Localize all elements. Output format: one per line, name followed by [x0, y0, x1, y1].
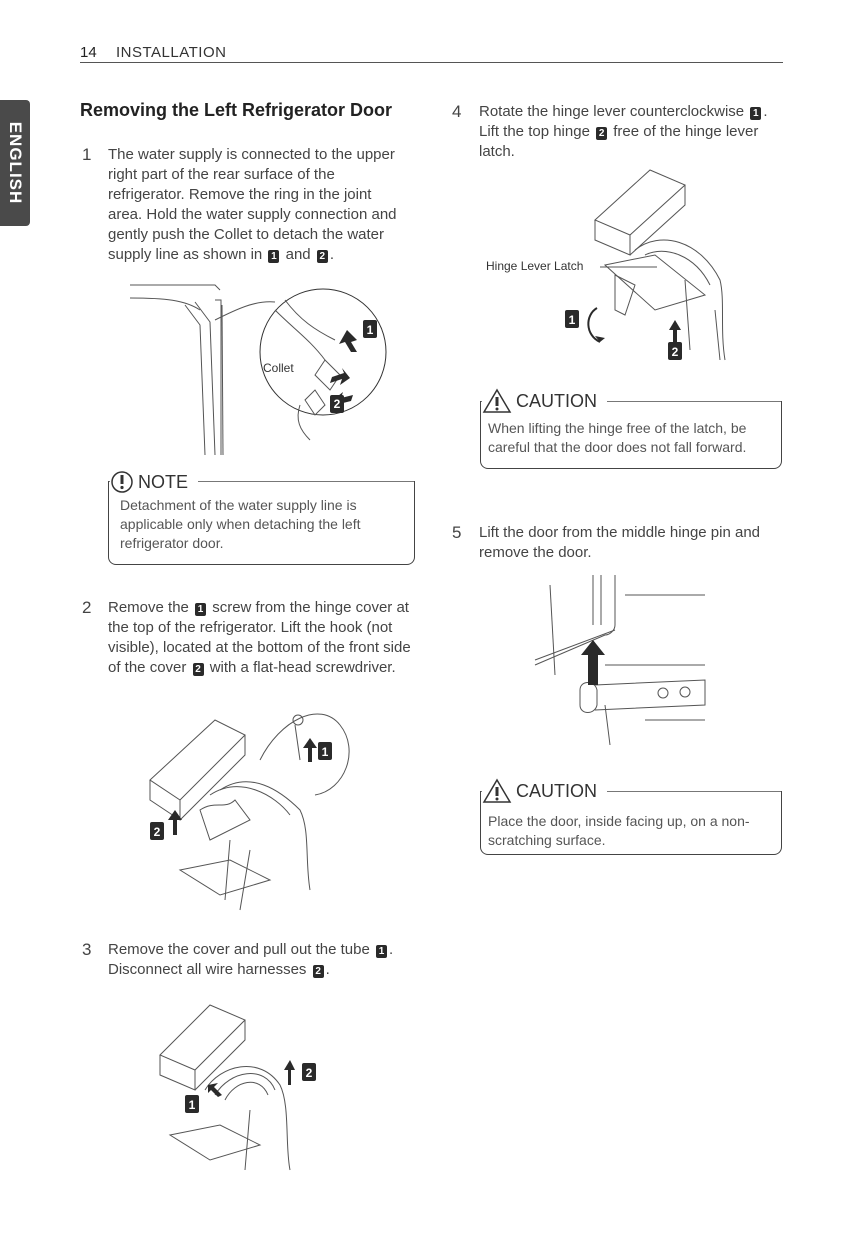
section-header: INSTALLATION	[116, 44, 227, 61]
note-header	[110, 470, 198, 494]
figure3-callout-2: 2	[305, 1066, 313, 1080]
callout-1-badge: 1	[195, 603, 206, 616]
callout-1-badge: 1	[376, 945, 387, 958]
figure-door-lift	[535, 575, 715, 745]
step-4-number: 4	[452, 102, 462, 121]
figure3-callout-1: 1	[188, 1098, 196, 1112]
caution-1-header	[482, 388, 607, 414]
collet-label: Collet	[263, 361, 294, 375]
step-2-number: 2	[82, 598, 92, 617]
step-3-number: 3	[82, 940, 92, 959]
figure-water-supply	[125, 280, 395, 455]
caution-2-text: Place the door, inside facing up, on a non-scratching surface.	[488, 813, 750, 848]
callout-2-badge: 2	[193, 663, 204, 676]
callout-1-badge: 1	[750, 107, 761, 120]
caution-1-text: When lifting the hinge free of the latch, be careful that the door does not fall forward.	[488, 420, 747, 455]
language-tab-label: ENGLISH	[6, 121, 25, 205]
page-title: Removing the Left Refrigerator Door	[80, 100, 393, 120]
step-5-number: 5	[452, 523, 462, 542]
caution-box-2	[480, 778, 782, 856]
note-box	[108, 470, 415, 566]
figure1-callout-2: 2	[333, 397, 341, 411]
callout-1-badge: 1	[268, 250, 279, 263]
figure-hinge-cover	[140, 700, 360, 920]
figure4-callout-2: 2	[671, 345, 679, 359]
callout-2-badge: 2	[317, 250, 328, 263]
caution-1-title: CAUTION	[512, 391, 601, 412]
figure4-callout-1: 1	[568, 313, 576, 327]
step-4-text: Rotate the hinge lever counterclockwise 1 . Lift the top hinge 2 free of the hinge lever latch.	[479, 103, 768, 160]
caution-2-header	[482, 778, 607, 804]
step-3-text: Remove the cover and pull out the tube 1 . Disconnect all wire harnesses 2 .	[108, 941, 394, 978]
figure2-callout-1: 1	[321, 745, 329, 759]
step-5-text: Lift the door from the middle hinge pin and remove the door.	[479, 524, 761, 561]
figure1-callout-1: 1	[366, 323, 374, 337]
warning-triangle-icon	[482, 388, 512, 414]
page-number: 14	[80, 44, 97, 61]
note-title: NOTE	[134, 472, 192, 493]
figure-wire-harness	[150, 995, 330, 1175]
language-tab	[0, 100, 30, 226]
note-text: Detachment of the water supply line is applicable only when detaching the left refrigerator door.	[120, 497, 361, 551]
step-1-number: 1	[82, 145, 92, 164]
step-1-text: The water supply is connected to the upper right part of the rear surface of the refrigerator. Remove the ring in the joint area. Hold the water supply connection and gently push the Collet to detach the water supply line as shown in 1 and 2 .	[108, 146, 397, 263]
callout-2-badge: 2	[313, 965, 324, 978]
hinge-lever-latch-label: Hinge Lever Latch	[486, 259, 584, 273]
caution-2-title: CAUTION	[512, 781, 601, 802]
caution-box-1	[480, 388, 782, 470]
step-2-text: Remove the 1 screw from the hinge cover at the top of the refrigerator. Lift the hook (not visible), located at the bottom of the front side of the cover 2 with a flat-head screwdriver.	[108, 599, 411, 676]
warning-triangle-icon	[482, 778, 512, 804]
figure2-callout-2: 2	[153, 825, 161, 839]
callout-2-badge: 2	[596, 127, 607, 140]
header-rule	[80, 62, 783, 63]
exclamation-circle-icon	[110, 470, 134, 494]
